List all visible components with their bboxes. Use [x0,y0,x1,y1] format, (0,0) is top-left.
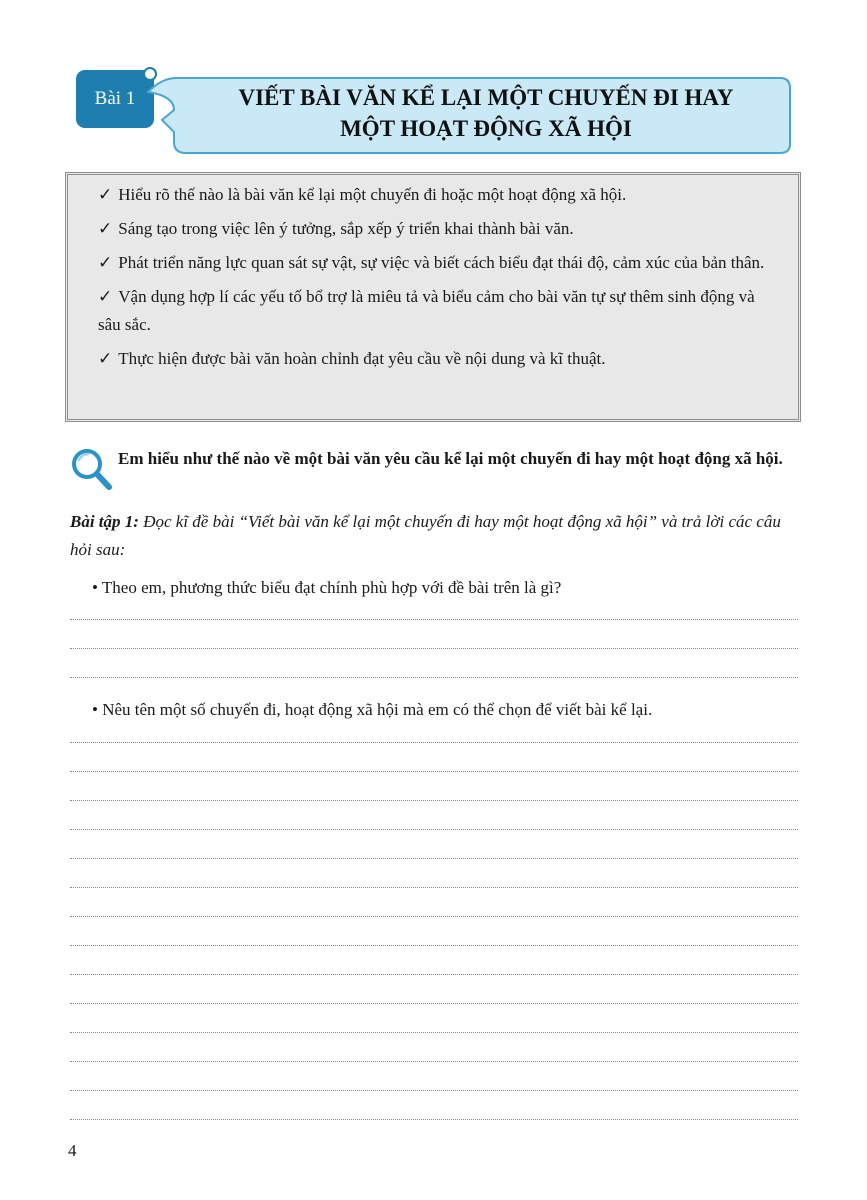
exercise-instructions [70,508,805,564]
objective-item [98,283,774,339]
prompt-1: • Theo em, phương thức biểu đạt chính phù hợp với đề bài trên là gì? [92,578,562,597]
answer-line[interactable] [70,742,798,743]
objective-text: Phát triển năng lực quan sát sự vật, sự việc và biết cách biểu đạt thái độ, cảm xúc của bản thân. [118,253,765,272]
answer-line[interactable] [70,1119,798,1120]
page-number: 4 [68,1141,77,1160]
answer-line[interactable] [70,771,798,772]
check-icon: ✓ [98,219,113,238]
question-text: Em hiểu như thế nào về một bài văn yêu cầu kể lại một chuyến đi hay một hoạt động xã hội. [118,449,783,468]
magnifier-icon [70,447,114,493]
prompt-2: • Nêu tên một số chuyến đi, hoạt động xã hội mà em có thể chọn để viết bài kể lại. [92,700,653,719]
answer-line[interactable] [70,858,798,859]
objective-text: Hiểu rõ thế nào là bài văn kể lại một chuyến đi hoặc một hoạt động xã hội. [118,185,627,204]
lesson-title [186,82,786,144]
objective-text: Sáng tạo trong việc lên ý tưởng, sắp xếp ý triển khai thành bài văn. [118,219,574,238]
check-icon: ✓ [98,253,113,272]
answer-line[interactable] [70,974,798,975]
answer-line[interactable] [70,916,798,917]
exercise-text: Đọc kĩ đề bài “Viết bài văn kể lại một chuyến đi hay một hoạt động xã hội” và trả lời các câu hỏi sau: [70,512,781,559]
lesson-badge-label: Bài 1 [94,88,136,109]
objective-item [98,215,774,243]
answer-line[interactable] [70,1090,798,1091]
lesson-title-line-2: MỘT HOẠT ĐỘNG XÃ HỘI [340,116,632,141]
check-icon: ✓ [98,185,113,204]
answer-line[interactable] [70,829,798,830]
objective-text: Thực hiện được bài văn hoàn chỉnh đạt yêu cầu về nội dung và kĩ thuật. [118,349,606,368]
answer-line[interactable] [70,677,798,678]
answer-line[interactable] [70,887,798,888]
answer-line[interactable] [70,1061,798,1062]
objectives-box [65,172,801,422]
answer-line[interactable] [70,619,798,620]
objective-item [98,181,774,209]
check-icon: ✓ [98,287,113,306]
exercise-label: Bài tập 1: [70,512,139,531]
answer-line[interactable] [70,1003,798,1004]
answer-line[interactable] [70,800,798,801]
check-icon: ✓ [98,349,113,368]
answer-line[interactable] [70,648,798,649]
objective-item [98,249,774,277]
objective-item [98,345,774,373]
answer-line[interactable] [70,1032,798,1033]
answer-line[interactable] [70,945,798,946]
objective-text: Vận dụng hợp lí các yếu tố bổ trợ là miêu tả và biểu cảm cho bài văn tự sự thêm sinh động và sâu sắc. [98,287,755,334]
lesson-title-line-1: VIẾT BÀI VĂN KỂ LẠI MỘT CHUYẾN ĐI HAY [238,85,734,110]
